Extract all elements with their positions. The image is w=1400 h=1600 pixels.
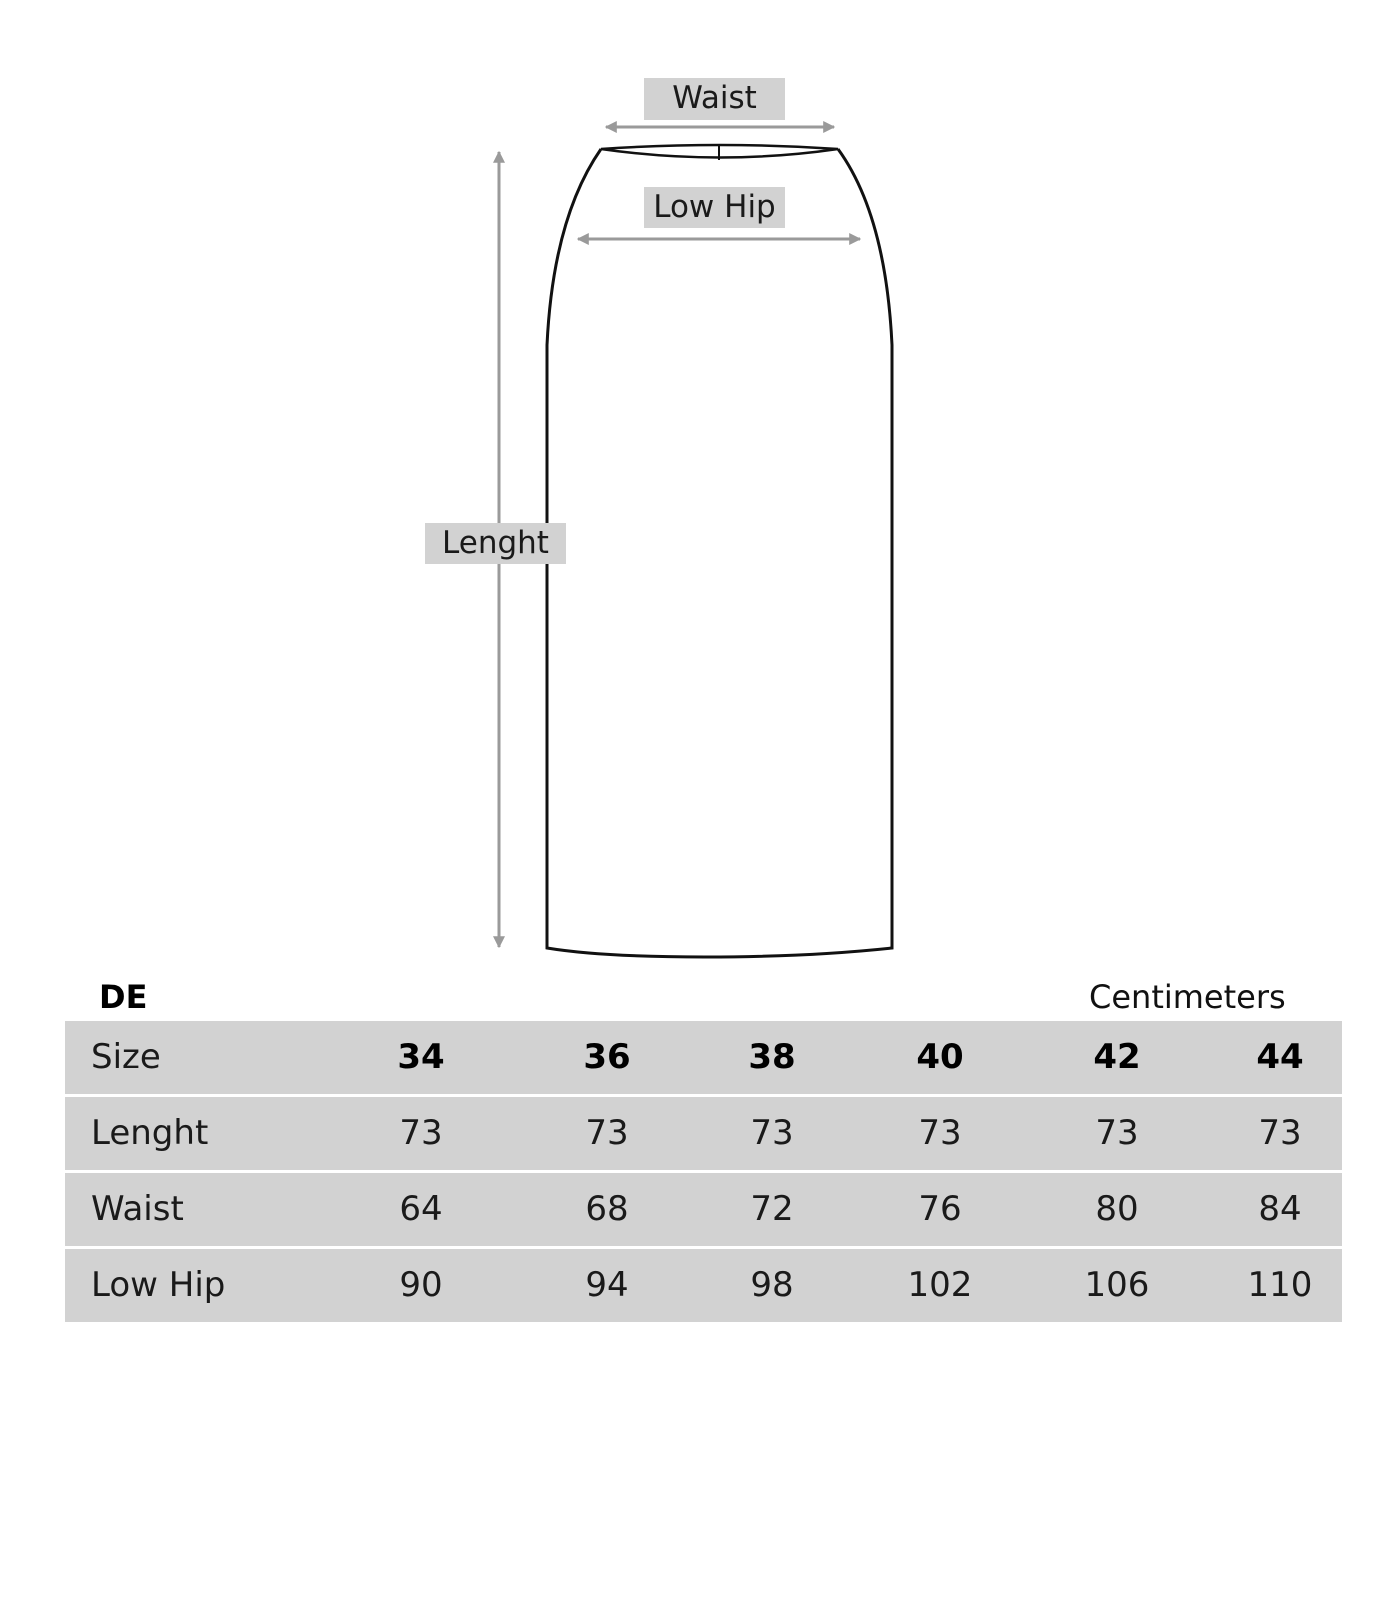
size-table	[65, 1021, 1342, 1325]
table-cell: 72	[750, 1189, 794, 1229]
length-tag: Lenght	[425, 523, 566, 564]
size-38: 38	[748, 1037, 796, 1077]
size-42: 42	[1093, 1037, 1141, 1077]
table-cell: 94	[585, 1265, 629, 1305]
table-header-row	[65, 1021, 1342, 1094]
table-cell: 64	[399, 1189, 443, 1229]
table-cell: 68	[585, 1189, 629, 1229]
size-40: 40	[916, 1037, 964, 1077]
row-label: Lenght	[91, 1113, 209, 1153]
table-cell: 73	[1258, 1113, 1302, 1153]
table-cell: 73	[585, 1113, 629, 1153]
low-hip-tag: Low Hip	[644, 187, 785, 228]
table-cell: 98	[750, 1265, 794, 1305]
header-label: Size	[91, 1037, 161, 1077]
table-cell: 106	[1084, 1265, 1150, 1305]
row-label: Low Hip	[91, 1265, 226, 1305]
table-row-waist	[65, 1173, 1342, 1246]
table-cell: 73	[750, 1113, 794, 1153]
region-label: DE	[99, 978, 148, 1016]
row-label: Waist	[91, 1189, 184, 1229]
size-34: 34	[397, 1037, 445, 1077]
waist-tag: Waist	[644, 78, 785, 120]
table-row-length	[65, 1097, 1342, 1170]
table-cell: 76	[918, 1189, 962, 1229]
unit-label: Centimeters	[1089, 978, 1286, 1016]
table-cell: 84	[1258, 1189, 1302, 1229]
table-row-low-hip	[65, 1249, 1342, 1322]
skirt-outline	[547, 149, 892, 957]
table-cell: 102	[907, 1265, 973, 1305]
table-cell: 80	[1095, 1189, 1139, 1229]
size-36: 36	[583, 1037, 631, 1077]
table-cell: 73	[399, 1113, 443, 1153]
table-cell: 73	[1095, 1113, 1139, 1153]
table-cell: 73	[918, 1113, 962, 1153]
table-cell: 90	[399, 1265, 443, 1305]
table-cell: 110	[1247, 1265, 1313, 1305]
size-44: 44	[1256, 1037, 1304, 1077]
